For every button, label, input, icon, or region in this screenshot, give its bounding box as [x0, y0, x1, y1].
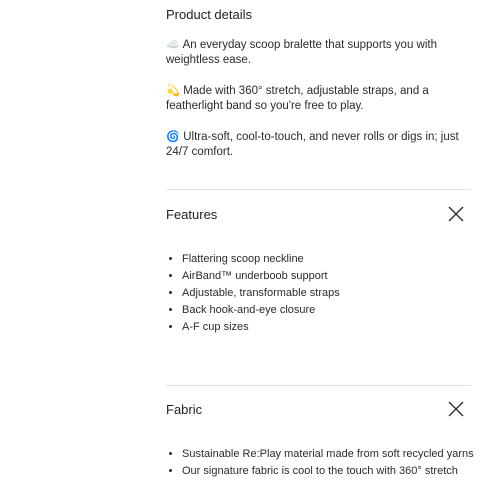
cyclone-icon: 🌀 — [166, 131, 180, 143]
list-item: • Sustainable Re:Play material made from soft recycled yarns — [182, 446, 482, 463]
details-paragraph — [166, 84, 466, 114]
features-title: Features — [166, 207, 218, 222]
details-paragraph-text: Made with 360° stretch, adjustable straps, and a featherlight band so you're free to play. — [166, 85, 429, 112]
features-accordion-header[interactable] — [166, 202, 471, 226]
dizzy-star-icon: 💫 — [166, 85, 180, 97]
close-icon — [447, 400, 465, 418]
details-paragraph-text: Ultra-soft, cool-to-touch, and never rolls or digs in; just 24/7 comfort. — [166, 131, 459, 158]
list-item: • A-F cup sizes — [182, 319, 482, 336]
features-list — [166, 251, 482, 336]
section-divider — [166, 385, 471, 386]
details-paragraph — [166, 130, 466, 160]
details-paragraph-text: An everyday scoop bralette that supports you with weightless ease. — [166, 39, 437, 66]
list-item: • Our signature fabric is cool to the touch with 360° stretch — [182, 463, 482, 480]
section-divider — [166, 189, 471, 190]
close-icon — [447, 205, 465, 223]
list-item: • Back hook-and-eye closure — [182, 302, 482, 319]
list-item: • AirBand™ underboob support — [182, 268, 482, 285]
fabric-list — [166, 446, 482, 480]
features-close-button[interactable] — [447, 205, 465, 223]
cloud-icon: ☁️ — [166, 39, 180, 51]
list-item: • Adjustable, transformable straps — [182, 285, 482, 302]
product-details-title: Product details — [166, 7, 252, 22]
list-item: • Flattering scoop neckline — [182, 251, 482, 268]
details-paragraph — [166, 38, 466, 68]
fabric-title: Fabric — [166, 402, 203, 417]
fabric-accordion-header[interactable] — [166, 397, 471, 421]
fabric-close-button[interactable] — [447, 400, 465, 418]
